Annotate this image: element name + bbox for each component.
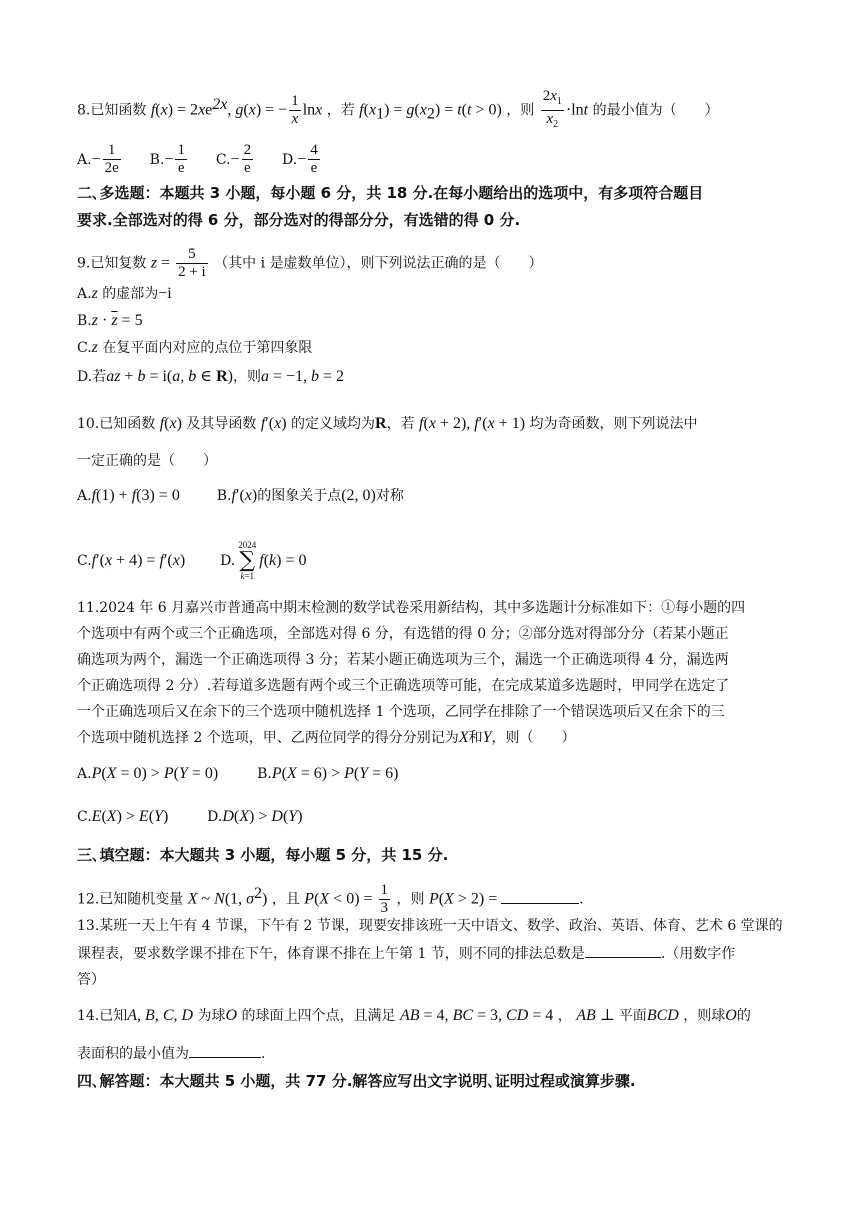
q11-options-cd: [77, 807, 303, 827]
q8-frac-1-over-x: $\frac{1}{x}$: [291, 93, 299, 127]
q8-options: [77, 142, 322, 177]
q10-option-d[interactable]: D. 2024 ∑ k=1 f(k) = 0: [220, 540, 307, 581]
q9-frac-5-over-2plusi: $\frac{5}{2 + i}$: [178, 246, 206, 280]
q13-line-2: 课程表，要求数学课不排在下午，体育课不排在上午第 1 节，则不同的排法总数是 .（用数字作: [77, 943, 735, 964]
question-9: 9.已知复数 z = $\frac{5}{2 + i}$ （其中 i 是虚数单位），则下列说法正确的是（ ）: [77, 246, 543, 280]
q8-option-b[interactable]: B.− $\frac{1}{e}$: [149, 142, 185, 176]
q10-line-2: 一定正确的是（ ）: [77, 453, 217, 469]
q14-line-2: 表面积的最小值为 .: [77, 1043, 265, 1064]
q9-option-a[interactable]: A.z 的虚部为−i: [77, 285, 172, 302]
q12-answer-blank[interactable]: [501, 889, 579, 904]
q11-line-6: 个选项中随机选择 2 个选项，甲、乙两位同学的得分分别记为X和Y，则（ ）: [77, 729, 576, 746]
q11-option-d[interactable]: D.D(X) > D(Y): [207, 808, 303, 825]
q8-frac-2x1-over-x2: $\frac{2x_1}{x_2}$: [542, 88, 562, 130]
q8-option-a[interactable]: A.− $\frac{1}{2e}$: [77, 142, 119, 176]
q10-options-ab: [77, 486, 404, 506]
q8-prefix: 8.已知函数: [77, 102, 147, 119]
q8-formula-f: f: [150, 101, 156, 119]
q10-option-c[interactable]: C.f′(x + 4) = f′(x): [77, 552, 186, 569]
q11-line-2: 个选项中有两个或三个正确选项，全部选对得 6 分，有选错的得 0 分；②部分选对得部分分（若某小题正: [77, 626, 729, 642]
q11-line-3: 确选项为两个，漏选一个正确选项得 3 分；若某小题正确选项为三个，漏选一个正确选项得 4 分，漏选两: [77, 652, 729, 668]
question-12: 12.已知随机变量 X ~ N(1, $\sigma^2$) ，且 P(X < 0) = $\frac{1}{3}$ ，则 P(X > 2) = .: [77, 882, 584, 916]
q10-option-a[interactable]: A.f(1) + f(3) = 0: [77, 487, 180, 504]
q11-options-ab: [77, 764, 399, 784]
question-10: 10.已知函数 f(x) 及其导函数 f′(x) 的定义域均为R，若 f(x + 2), f′(x + 1) 均为奇函数，则下列说法中: [77, 415, 698, 432]
section-2-heading-line-1: 二､多选题：本题共 3 小题，每小题 6 分，共 18 分.在每小题给出的选项中，有多项符合题目: [77, 184, 704, 202]
q10-options-cd: [77, 540, 307, 582]
q11-option-a[interactable]: A.P(X = 0) > P(Y = 0): [77, 765, 219, 782]
section-2-heading-line-2: 要求.全部选对的得 6 分，部分选对的得部分分，有选错的得 0 分.: [77, 211, 521, 229]
q14-answer-blank[interactable]: [189, 1043, 261, 1058]
q11-line-1: 11.2024 年 6 月嘉兴市普通高中期末检测的数学试卷采用新结构，其中多选题计分标准如下：①每小题的四: [77, 600, 746, 616]
q11-line-5: 一个正确选项后又在余下的三个选项中随机选择 1 个选项，乙同学在排除了一个错误选项后又在余下的三: [77, 704, 725, 720]
q11-option-c[interactable]: C.E(X) > E(Y): [77, 808, 169, 825]
question-8: 8.已知函数 $f(x) = 2xe^{2x}$, g(x) = − $\frac{1}{x}$ lnx ，若 $f(x_1) = g(x_2) = t(t > 0)$ ，则 $\frac{2x_1}{x_2}$ ·lnt 的最小值为（ ）: [77, 88, 719, 133]
section-3-heading: 三､填空题：本大题共 3 小题，每小题 5 分，共 15 分.: [77, 846, 449, 864]
q9-option-c[interactable]: C.z 在复平面内对应的点位于第四象限: [77, 339, 313, 356]
q10-option-b[interactable]: B.f′(x)的图象关于点(2, 0)对称: [216, 487, 404, 504]
q9-option-d[interactable]: D.若az + b = i(a, b ∈ R)，则a = −1, b = 2: [77, 368, 345, 385]
q9-option-b[interactable]: $B.z \cdot \overline{z} = 5$: [77, 312, 143, 329]
question-14: 14.已知A, B, C, D 为球O 的球面上四个点，且满足 AB = 4, BC = 3, CD = 4 ， AB ⊥ 平面BCD ，则球O的: [77, 1007, 751, 1024]
section-4-heading: 四､解答题：本大题共 5 小题，共 77 分.解答应写出文字说明､证明过程或演算步骤.: [77, 1072, 636, 1090]
q8-option-d[interactable]: D.− $\frac{4}{e}$: [281, 142, 318, 176]
q13-line-1: 13.某班一天上午有 4 节课，下午有 2 节课，现要安排该班一天中语文、数学、政治、英语、体育、艺术 6 堂课的: [77, 918, 783, 934]
q8-option-c[interactable]: C.− $\frac{2}{e}$: [215, 142, 252, 176]
q11-option-b[interactable]: B.P(X = 6) > P(Y = 6): [257, 765, 399, 782]
q13-line-3: 答）: [77, 972, 105, 988]
q11-line-4: 个正确选项得 2 分）.若每道多选题有两个或三个正确选项等可能，在完成某道多选题时，甲同学在选定了: [77, 678, 730, 694]
q13-answer-blank[interactable]: [585, 943, 661, 958]
